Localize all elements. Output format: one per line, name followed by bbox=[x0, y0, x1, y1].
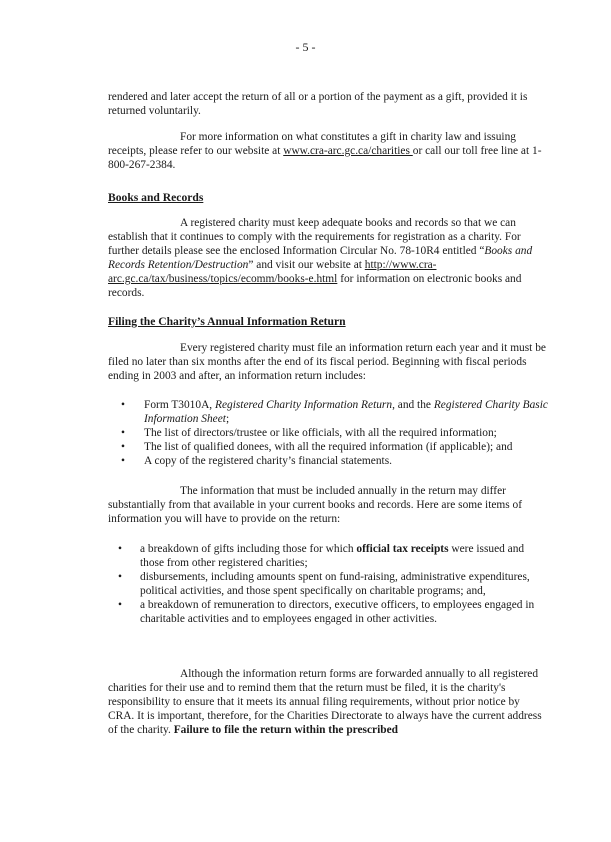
form-title: Registered Charity Basic Information Sheet bbox=[144, 399, 548, 425]
item-text: Form T3010A, bbox=[144, 399, 215, 411]
paragraph-gift-return: rendered and later accept the return of all or a portion of the payment as a gift, provided it is returned voluntarily. bbox=[108, 91, 528, 117]
circular-title: Books and Records Retention/Destruction bbox=[108, 245, 533, 271]
list-item bbox=[108, 542, 548, 570]
paragraph-text: for information on electronic books and records. bbox=[108, 273, 522, 299]
paragraph-text: Although the information return forms are forwarded annually to all registered charities for their use and to remind them that the return must be filed, it is the charity's responsibility to ensure that it meets its annual filing requirements, without prior notice by CRA. It is important, therefore, for the Charities Directorate to always have the current address of the charity. bbox=[108, 668, 542, 736]
paragraph-information-differs: The information that must be included annually in the return may differ substantially from that available in your current books and records. Here are some items of information you will have to provide on the return: bbox=[108, 485, 523, 525]
paragraph-books-records bbox=[108, 216, 548, 300]
list-item bbox=[108, 398, 548, 426]
form-title: Registered Charity Information Return bbox=[215, 399, 393, 411]
filing-return-heading: Filing the Charity’s Annual Information Return bbox=[108, 315, 346, 328]
item-text: a breakdown of gifts including those for which bbox=[140, 543, 357, 555]
paragraph-text: or call our toll free line at 1-800-267-2384. bbox=[108, 145, 542, 171]
bold-phrase: Failure to file the return within the prescribed bbox=[173, 724, 398, 736]
paragraph-text: ” and visit our website at bbox=[248, 259, 365, 271]
paragraph-text: For more information on what constitutes a gift in charity law and issuing receipts, please refer to our website at bbox=[108, 131, 516, 157]
information-items-list bbox=[108, 542, 548, 626]
bold-phrase: official tax receipts bbox=[356, 543, 449, 555]
charities-website-link[interactable]: www.cra-arc.gc.ca/charities bbox=[283, 145, 413, 157]
paragraph-text: A registered charity must keep adequate books and records so that we can establish that it continues to comply with the requirements for registration as a charity. For further details please see the enclosed Information Circular No. 78-10R4 entitled “ bbox=[108, 217, 521, 257]
page-number: - 5 - bbox=[295, 40, 316, 54]
paragraph-more-information bbox=[108, 130, 548, 172]
item-text: were issued and those from other registered charities; bbox=[140, 543, 525, 569]
item-text: ; bbox=[225, 413, 230, 425]
paragraph-filing-responsibility bbox=[108, 667, 548, 737]
list-item: • The list of qualified donees, with all the required information (if applicable); and bbox=[108, 440, 548, 454]
return-contents-list bbox=[108, 398, 548, 468]
list-item: • disbursements, including amounts spent on fund-raising, administrative expenditures, political activities, and those spent specifically on charitable programs; and, bbox=[108, 570, 548, 598]
list-item: • a breakdown of remuneration to directors, executive officers, to employees engaged in charitable activities and to employees engaged in other activities. bbox=[108, 598, 548, 626]
item-text: , and the bbox=[392, 399, 434, 411]
list-item: • The list of directors/trustee or like officials, with all the required information; bbox=[108, 426, 548, 440]
paragraph-filing-requirement: Every registered charity must file an information return each year and it must be filed no later than six months after the end of its fiscal period. Beginning with fiscal periods ending in 2003 and after, an information return includes: bbox=[108, 342, 546, 382]
ecomm-books-link[interactable]: http://www.cra-arc.gc.ca/tax/business/topics/ecomm/books-e.html bbox=[108, 259, 437, 285]
books-records-heading: Books and Records bbox=[108, 191, 204, 204]
list-item: • A copy of the registered charity’s financial statements. bbox=[108, 454, 548, 468]
